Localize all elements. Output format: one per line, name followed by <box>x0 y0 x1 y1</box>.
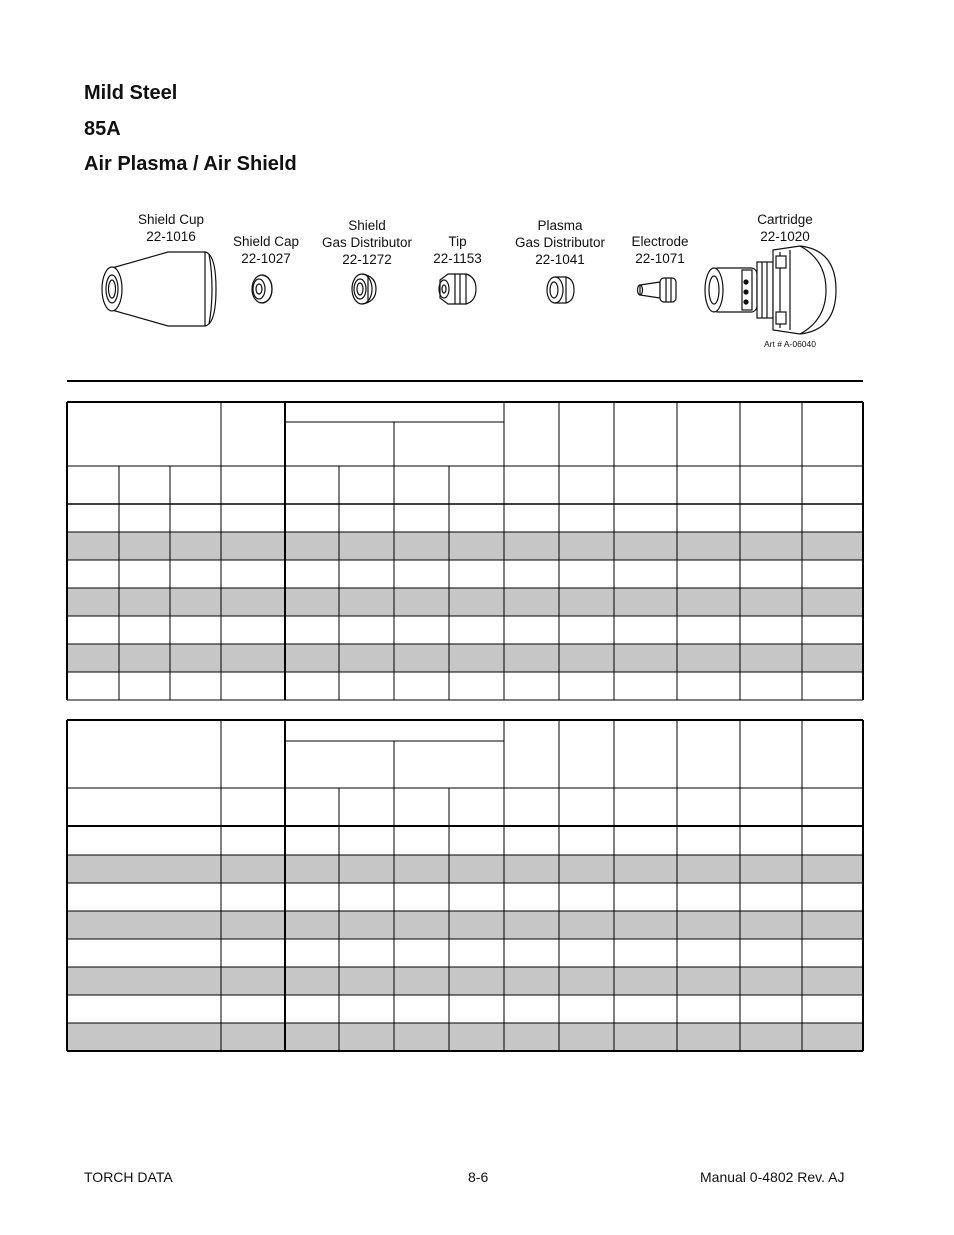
title-material: Mild Steel <box>84 82 178 104</box>
footer-page-number: 8-6 <box>468 1169 489 1185</box>
shield-cap-number: 22-1027 <box>241 251 291 266</box>
electrode-number: 22-1071 <box>635 251 685 266</box>
sgd-name-1: Shield <box>348 218 386 233</box>
title-gas: Air Plasma / Air Shield <box>84 153 297 175</box>
cartridge-number: 22-1020 <box>760 229 810 244</box>
table-2-row-shaded <box>67 855 863 883</box>
tip-number: 22-1153 <box>433 251 482 266</box>
tip-name: Tip <box>448 234 467 249</box>
table-1-row-shaded <box>67 532 863 560</box>
table-1-row-shaded <box>67 644 863 672</box>
shield-cap-name: Shield Cap <box>232 234 300 249</box>
table-2-row-shaded <box>67 1023 863 1051</box>
shield-cup-number: 22-1016 <box>146 229 196 244</box>
footer-manual-revision: Manual 0-4802 Rev. AJ <box>700 1169 845 1185</box>
footer-section-label: TORCH DATA <box>84 1169 173 1185</box>
pgd-name-1: Plasma <box>537 218 583 233</box>
pgd-number: 22-1041 <box>535 252 585 267</box>
electrode-name: Electrode <box>631 234 689 249</box>
table-2-row-shaded <box>67 967 863 995</box>
art-number: Art # A-06040 <box>764 339 816 349</box>
sgd-number: 22-1272 <box>342 252 392 267</box>
shield-cup-name: Shield Cup <box>137 212 205 227</box>
sgd-name-2: Gas Distributor <box>321 235 413 250</box>
title-current: 85A <box>84 118 121 140</box>
table-1-row-shaded <box>67 588 863 616</box>
cartridge-name: Cartridge <box>757 212 813 227</box>
table-frame <box>67 381 863 1051</box>
pgd-name-2: Gas Distributor <box>514 235 606 250</box>
table-2-row-shaded <box>67 911 863 939</box>
